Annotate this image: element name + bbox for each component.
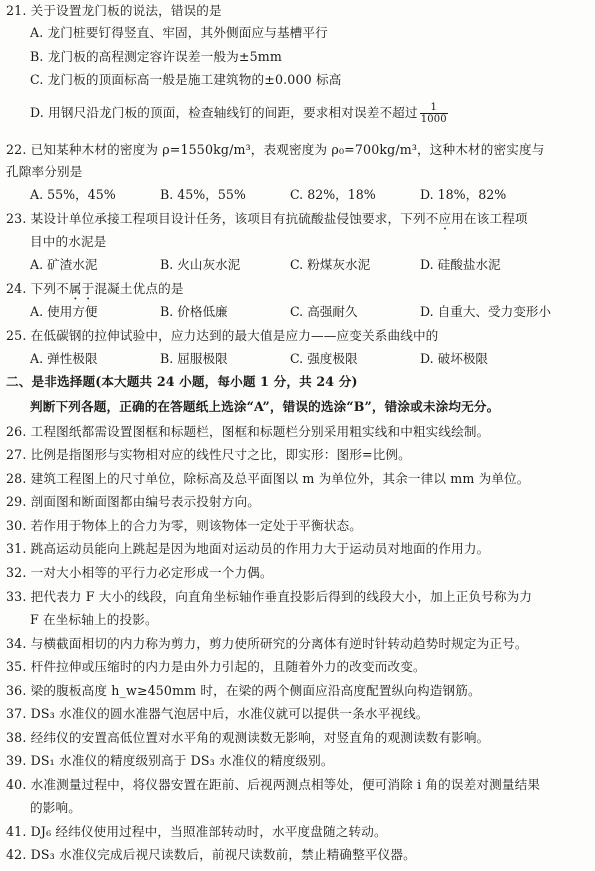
question-21-option-b: B. 龙门板的高程测定容许误差一般为±5mm xyxy=(30,49,282,64)
question-23-stem xyxy=(6,210,528,233)
question-23-emphasis: 应 xyxy=(438,211,452,226)
question-24-emphasis: 属于 xyxy=(68,281,95,296)
question-30: 30. 若作用于物体上的合力为零，则该物体一定处于平衡状态。 xyxy=(6,518,362,533)
question-23-option-b: B. 火山灰水泥 xyxy=(160,257,241,272)
question-23-option-c: C. 粉煤灰水泥 xyxy=(290,257,371,272)
question-33-cont: F 在坐标轴上的投影。 xyxy=(30,612,158,627)
question-41: 41. DJ₆ 经纬仪使用过程中，当照准部转动时，水平度盘随之转动。 xyxy=(6,824,387,839)
question-36: 36. 梁的腹板高度 h_w≥450mm 时，在梁的两个侧面应沿高度配置纵向构造钢筋。 xyxy=(6,683,481,698)
question-27: 27. 比例是指图形与实物相对应的线性尺寸之比，即实形：图形=比例。 xyxy=(6,447,411,462)
question-22-option-a: A. 55%，45% xyxy=(30,187,116,202)
question-22-option-c: C. 82%，18% xyxy=(290,187,376,202)
question-21-option-d xyxy=(30,102,448,125)
question-29: 29. 剖面图和断面图都由编号表示投射方向。 xyxy=(6,494,261,509)
question-42: 42. DS₃ 水准仪完成后视尺读数后，前视尺读数前，禁止精确整平仪器。 xyxy=(6,847,416,862)
question-23-option-a: A. 矿渣水泥 xyxy=(30,257,98,272)
fraction-numerator: 1 xyxy=(420,102,448,114)
question-24-option-c: C. 高强耐久 xyxy=(290,304,358,319)
question-25-stem: 25. 在低碳钢的拉伸试验中，应力达到的最大值是应力——应变关系曲线中的 xyxy=(6,328,439,343)
fraction-denominator: 1000 xyxy=(420,114,447,125)
question-38: 38. 经纬仪的安置高低位置对水平角的观测读数无影响，对竖直角的观测读数有影响。 xyxy=(6,730,490,745)
question-22-option-d: D. 18%，82% xyxy=(420,187,507,202)
question-39: 39. DS₁ 水准仪的精度级别高于 DS₃ 水准仪的精度级别。 xyxy=(6,753,334,768)
question-24-stem xyxy=(6,280,184,303)
question-24-option-b: B. 价格低廉 xyxy=(160,304,228,319)
question-21-stem: 21. 关于设置龙门板的说法，错误的是 xyxy=(6,3,222,18)
question-34: 34. 与横截面相切的内力称为剪力，剪力使所研究的分离体有逆时针转动趋势时规定为正号。 xyxy=(6,636,528,651)
question-25-option-c: C. 强度极限 xyxy=(290,351,358,366)
question-32: 32. 一对大小相等的平行力必定形成一个力偶。 xyxy=(6,565,273,580)
section-2-title: 二、是非选择题(本大题共 24 小题，每小题 1 分，共 24 分) xyxy=(6,374,358,389)
question-25-option-b: B. 屈服极限 xyxy=(160,351,228,366)
question-23-stem-cont: 目中的水泥是 xyxy=(30,234,107,249)
question-24-stem-part1: 24. 下列不 xyxy=(6,281,69,296)
question-22-option-b: B. 45%，55% xyxy=(160,187,246,202)
question-31: 31. 跳高运动员能向上跳起是因为地面对运动员的作用力大于运动员对地面的作用力。 xyxy=(6,541,490,556)
question-25-option-d: D. 破坏极限 xyxy=(420,351,489,366)
fraction xyxy=(420,102,448,125)
question-28: 28. 建筑工程图上的尺寸单位，除标高及总平面图以 m 为单位外，其余一律以 mm 为单位。 xyxy=(6,471,530,486)
question-22-stem-cont: 孔隙率分别是 xyxy=(6,164,83,179)
question-23-stem-part1: 23. 某设计单位承接工程项目设计任务，该项目有抗硫酸盐侵蚀要求，下列不 xyxy=(6,211,439,226)
question-23-options xyxy=(30,256,590,274)
question-24-stem-part2: 混凝土优点的是 xyxy=(94,281,184,296)
question-25-options xyxy=(30,350,590,368)
question-35: 35. 杆件拉伸或压缩时的内力是由外力引起的，且随着外力的改变而改变。 xyxy=(6,659,426,674)
question-21-option-c: C. 龙门板的顶面标高一般是施工建筑物的±0.000 标高 xyxy=(30,72,342,87)
question-21-option-a: A. 龙门桩要钉得竖直、牢固，其外侧面应与基槽平行 xyxy=(30,25,328,40)
question-24-option-a: A. 使用方便 xyxy=(30,304,98,319)
section-2-instructions: 判断下列各题，正确的在答题纸上选涂“A”，错误的选涂“B”，错涂或未涂均无分。 xyxy=(30,399,500,414)
question-37: 37. DS₃ 水准仪的圆水准器气泡居中后，水准仪就可以提供一条水平视线。 xyxy=(6,706,429,721)
question-24-option-d: D. 自重大、受力变形小 xyxy=(420,304,551,319)
question-24-options xyxy=(30,303,590,321)
question-23-option-d: D. 硅酸盐水泥 xyxy=(420,257,501,272)
question-40: 40. 水准测量过程中，将仪器安置在距前、后视两测点相等处，便可消除 i 角的误差对测量结果 xyxy=(6,777,541,792)
question-22-stem: 22. 已知某种木材的密度为 ρ=1550kg/m³，表观密度为 ρ₀=700kg/m³，这种木材的密实度与 xyxy=(6,142,545,157)
question-33: 33. 把代表力 F 大小的线段，向直角坐标轴作垂直投影后得到的线段大小，加上正负号称为力 xyxy=(6,589,533,604)
question-22-options xyxy=(30,186,590,204)
question-21-option-d-text: D. 用钢尺沿龙门板的顶面，检查轴线钉的间距，要求相对误差不超过 xyxy=(30,105,418,120)
question-40-cont: 的影响。 xyxy=(30,800,81,815)
question-25-option-a: A. 弹性极限 xyxy=(30,351,98,366)
question-26: 26. 工程图纸都需设置图框和标题栏，图框和标题栏分别采用粗实线和中粗实线绘制。 xyxy=(6,424,490,439)
question-23-stem-part2: 用在该工程项 xyxy=(451,211,528,226)
